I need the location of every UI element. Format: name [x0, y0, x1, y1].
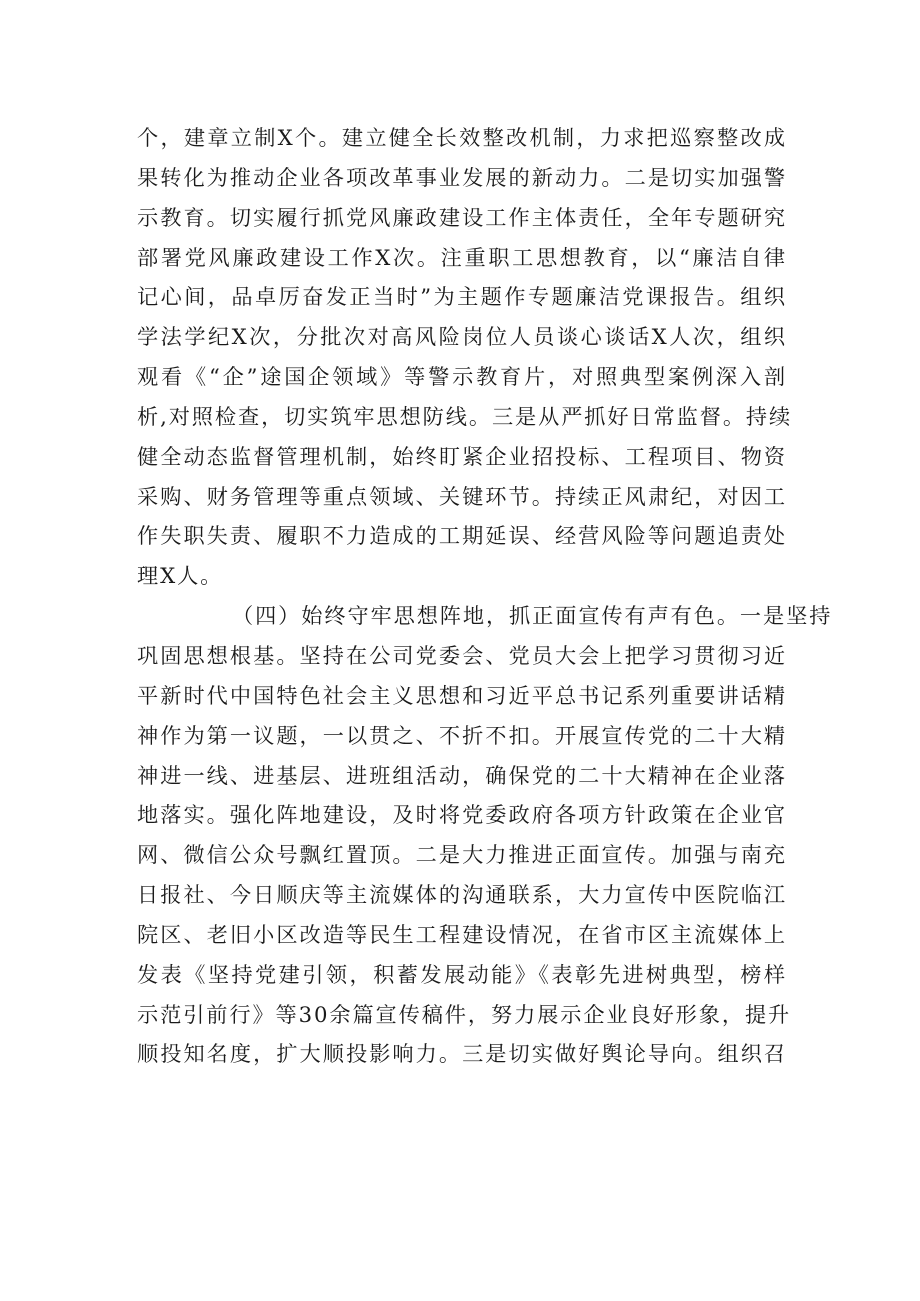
- text-line: 析,对照检查，切实筑牢思想防线。三是从严抓好日常监督。持续: [137, 403, 793, 429]
- text-line: 顺投知名度，扩大顺投影响力。三是切实做好舆论导向。组织召: [137, 1041, 787, 1067]
- text-line: 平新时代中国特色社会主义思想和习近平总书记系列重要讲话精: [137, 682, 787, 708]
- text-line: 作失职失责、履职不力造成的工期延误、经营风险等问题追责处: [137, 523, 787, 549]
- text-line: 巩固思想根基。坚持在公司党委会、党员大会上把学习贯彻习近: [137, 642, 787, 668]
- text-line: 地落实。强化阵地建设，及时将党委政府各项方针政策在企业官: [137, 802, 787, 828]
- text-line: 健全动态监督管理机制，始终盯紧企业招投标、工程项目、物资: [137, 443, 787, 469]
- paragraph-end-line: 理X人。: [137, 563, 224, 589]
- text-line: 记心间，品卓厉奋发正当时”为主题作专题廉洁党课报告。组织: [137, 284, 787, 310]
- text-line: 神作为第一议题，一以贯之、不折不扣。开展宣传党的二十大精: [137, 722, 787, 748]
- text-line: 学法学纪X次，分批次对高风险岗位人员谈心谈话X人次，组织: [137, 324, 787, 350]
- text-line: 果转化为推动企业各项改革事业发展的新动力。二是切实加强警: [137, 164, 787, 190]
- text-line: 采购、财务管理等重点领域、关键环节。持续正风肃纪，对因工: [137, 483, 787, 509]
- text-line: 个，建章立制X个。建立健全长效整改机制，力求把巡察整改成: [137, 125, 787, 150]
- text-line: 神进一线、进基层、进班组活动，确保党的二十大精神在企业落: [137, 762, 787, 788]
- text-line: 院区、老旧小区改造等民生工程建设情况，在省市区主流媒体上: [137, 921, 787, 947]
- document-body: [137, 118, 833, 1074]
- section-heading-line: （四）始终守牢思想阵地，抓正面宣传有声有色。一是坚持: [232, 603, 833, 629]
- text-line: 观看《“企”途国企领域》等警示教育片，对照典型案例深入剖: [137, 364, 787, 390]
- text-line: 网、微信公众号飘红置顶。二是大力推进正面宣传。加强与南充: [137, 842, 787, 868]
- text-line: 部署党风廉政建设工作X次。注重职工思想教育，以“廉洁自律: [137, 244, 787, 270]
- text-line: 发表《坚持党建引领，积蓄发展动能》《表彰先进树典型，榜样: [137, 961, 787, 987]
- text-line: 示教育。切实履行抓党风廉政建设工作主体责任，全年专题研究: [137, 204, 787, 230]
- text-line: 日报社、今日顺庆等主流媒体的沟通联系，大力宣传中医院临江: [137, 882, 787, 908]
- text-line: 示范引前行》等30余篇宣传稿件，努力展示企业良好形象，提升: [137, 1001, 792, 1027]
